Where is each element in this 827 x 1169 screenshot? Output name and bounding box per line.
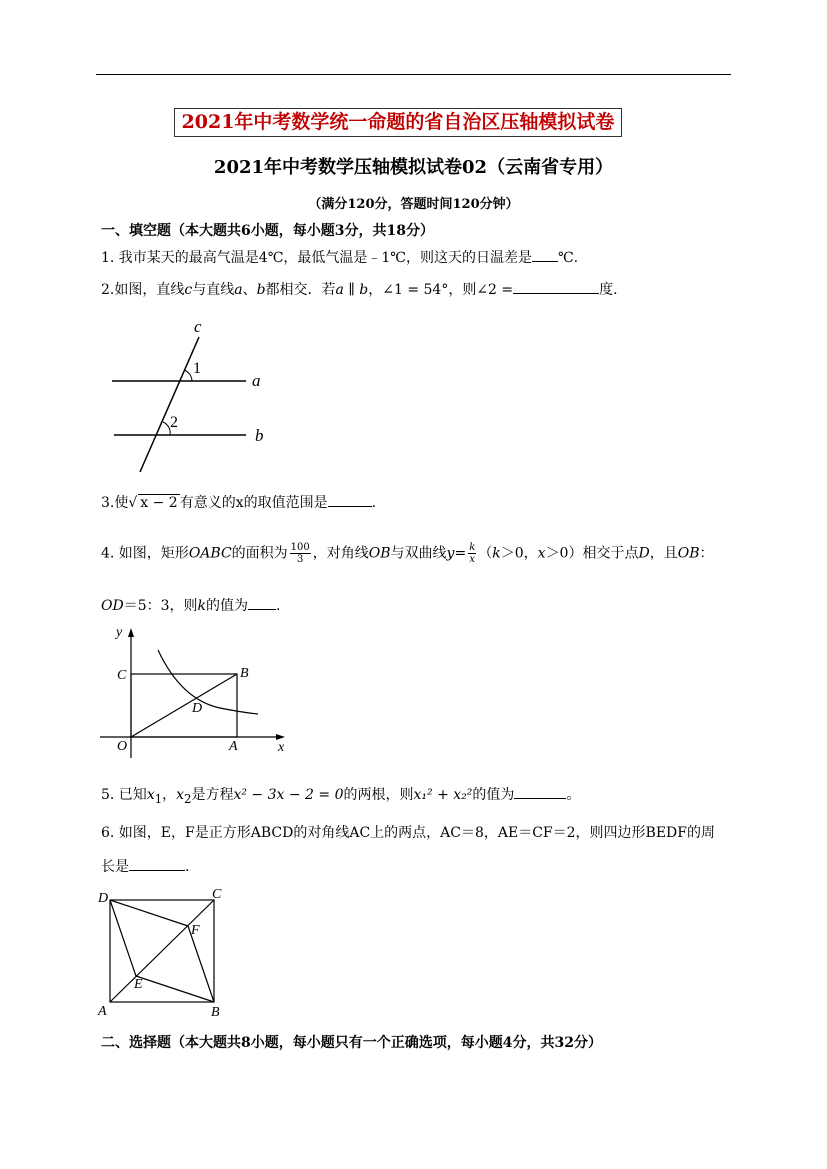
label-D: D (98, 891, 109, 906)
segment-DE (110, 900, 136, 976)
segment-EB (136, 976, 214, 1002)
section-2-heading: 二、选择题（本大题共8小题，每小题只有一个正确选项，每小题4分，共32分） (101, 1035, 602, 1051)
question-6: 6. 如图，E，F是正方形ABCD的对角线AC上的两点，AC＝8，AE＝CF＝2，则四边形BEDF的周 (101, 825, 715, 841)
question-1-text: 1. 我市某天的最高气温是4℃，最低气温是﹣1℃，则这天的日温差是 (101, 250, 532, 266)
line-c (140, 337, 199, 472)
quadratic-equation: x² − 3x − 2 = 0 (233, 787, 344, 803)
page-title: 2021年中考数学压轴模拟试卷02（云南省专用） (213, 157, 614, 178)
label-angle-1: 1 (193, 360, 201, 377)
label-x: x (278, 740, 285, 755)
label-c: c (194, 317, 202, 336)
radical-expression: x − 2 (140, 495, 178, 511)
sum-of-squares: x₁² + x₂² (413, 787, 473, 803)
label-y: y (116, 625, 123, 640)
answer-blank (532, 260, 558, 262)
hyperbola-fraction: $\frac{k}{x}$ (469, 542, 476, 565)
question-3: 3.使√ x − 2 有意义的x的取值范围是 . (101, 495, 377, 511)
label-C: C (117, 668, 127, 683)
label-b: b (255, 426, 264, 445)
label-A: A (98, 1004, 107, 1019)
label-D: D (192, 701, 203, 716)
question-6-continued: 长是 . (101, 859, 190, 875)
label-C: C (212, 887, 222, 902)
label-E: E (134, 977, 143, 992)
label-angle-2: 2 (170, 414, 178, 431)
label-B: B (240, 666, 249, 681)
answer-blank (513, 292, 599, 294)
label-O: O (117, 739, 128, 754)
label-B: B (211, 1005, 220, 1020)
page-subtitle: （满分120分，答题时间120分钟） (308, 197, 519, 212)
label-F: F (191, 923, 200, 938)
y-axis-arrow (128, 628, 134, 637)
question-4: 4. 如图，矩形OABC的面积为 $\frac{100}{3}$ ，对角线OB与双曲线y= $\frac{k}{x}$ （k＞0，x＞0）相交于点D，且OB： (101, 542, 714, 565)
question-4-continued: OD＝5：3，则k的值为 . (101, 598, 281, 614)
label-a: a (252, 371, 261, 390)
answer-blank (328, 505, 372, 507)
q4-rectangle-hyperbola-figure (100, 620, 300, 760)
question-5: 5. 已知$x_1$，$x_2$是方程x² − 3x − 2 = 0的两根，则x₁² + x₂²的值为 。 (101, 787, 581, 806)
label-A: A (229, 739, 238, 754)
answer-blank (248, 608, 276, 610)
header-rule (96, 74, 731, 75)
segment-DF (110, 900, 188, 926)
area-fraction: $\frac{100}{3}$ (290, 542, 310, 565)
question-2: 2.如图，直线c与直线a、b都相交．若a ∥ b，∠1 = 54°，则∠2 = 度. (101, 282, 618, 298)
q6-square-figure (94, 882, 234, 1022)
diagonal-OB (131, 674, 237, 737)
exam-series-banner: 2021年中考数学统一命题的省自治区压轴模拟试卷 (174, 108, 622, 137)
answer-blank (129, 869, 185, 871)
q2-parallel-lines-figure (100, 312, 280, 477)
diagonal-AC (110, 900, 214, 1002)
hyperbola-curve (158, 650, 258, 714)
angle-1-arc (184, 370, 192, 381)
question-1: 1. 我市某天的最高气温是4℃，最低气温是﹣1℃，则这天的日温差是 ℃. (101, 250, 579, 266)
answer-blank (514, 797, 566, 799)
section-1-heading: 一、填空题（本大题共6小题，每小题3分，共18分） (101, 223, 434, 239)
